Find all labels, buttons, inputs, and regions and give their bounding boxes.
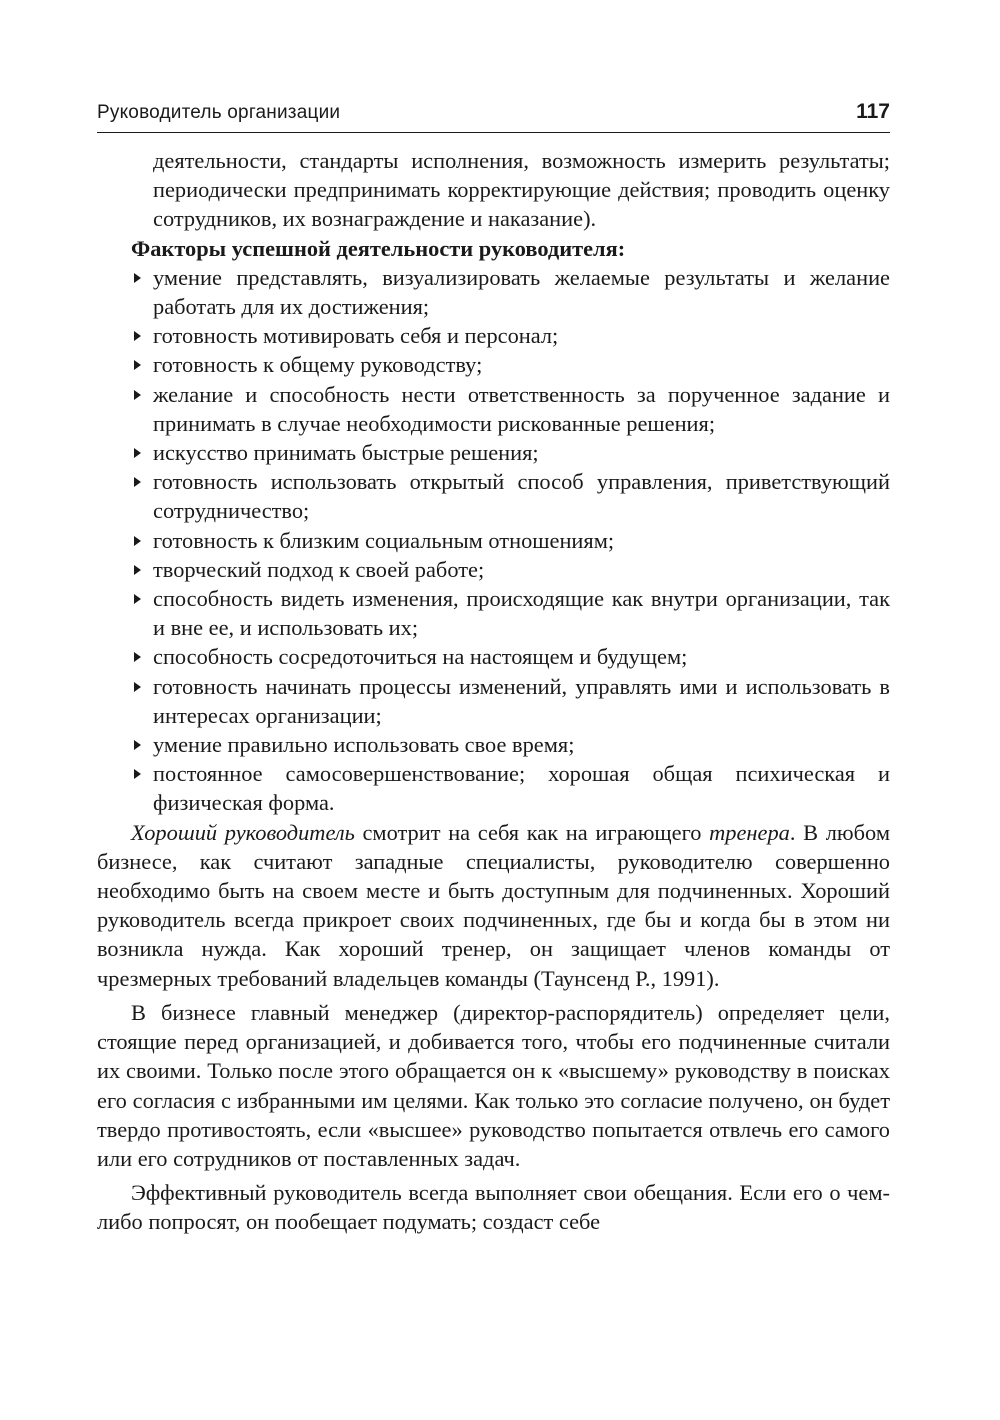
running-header <box>97 98 890 133</box>
list-item-text: способность сосредоточиться на настоящем и будущем; <box>153 644 688 670</box>
bullet-arrow-icon <box>134 536 141 546</box>
list-item <box>97 642 890 671</box>
list-item <box>97 263 890 321</box>
list-item <box>97 526 890 555</box>
list-item <box>97 672 890 730</box>
list-item-text: готовность использовать открытый способ управления, приветствующий сотрудничество; <box>153 469 890 524</box>
list-item <box>97 467 890 525</box>
list-item <box>97 380 890 438</box>
page-number: 117 <box>856 100 890 123</box>
list-item <box>97 321 890 350</box>
list-item-text: способность видеть изменения, происходящие как внутри организации, так и вне ее, и использовать их; <box>153 586 890 641</box>
bullet-arrow-icon <box>134 390 141 400</box>
factors-list <box>97 263 890 818</box>
list-item-text: искусство принимать быстрые решения; <box>153 440 539 466</box>
bullet-arrow-icon <box>134 477 141 487</box>
running-title: Руководитель организации <box>97 102 341 123</box>
list-item-text: готовность к общему руководству; <box>153 352 483 378</box>
bullet-arrow-icon <box>134 331 141 341</box>
list-item-text: умение представлять, визуализировать желаемые результаты и желание работать для их достижения; <box>153 264 890 320</box>
italic-term-coach: тренера <box>709 819 790 845</box>
paragraph-text-fragment: смотрит на себя как на играющего <box>354 819 710 845</box>
bullet-arrow-icon <box>134 740 141 750</box>
list-item-text: постоянное самосовершенствование; хорошая общая психическая и физическая форма. <box>153 761 890 816</box>
list-item-text: умение правильно использовать свое время; <box>153 732 575 758</box>
bullet-arrow-icon <box>134 594 141 604</box>
list-item-text: желание и способность нести ответственность за порученное задание и принимать в случае необходимости рискованные решения; <box>153 381 890 436</box>
list-item <box>97 584 890 642</box>
list-item <box>97 730 890 759</box>
list-item <box>97 555 890 584</box>
body-text <box>97 146 890 1237</box>
list-item <box>97 350 890 379</box>
list-item-text: готовность к близким социальным отношениям; <box>153 527 615 553</box>
bullet-arrow-icon <box>134 682 141 692</box>
paragraph-text-fragment: . В любом бизнесе, как считают западные специалисты, руководителю совершенно необходимо быть на своем месте и быть доступным для подчиненных. Хороший руководитель всегда прикроет своих подчиненных, где бы и когда бы в этом ни возникла нужда. Как хороший тренер, он защищает членов команды от чрезмерных требований владельцев команды (Таунсенд Р., 1991). <box>97 819 890 991</box>
bullet-arrow-icon <box>134 769 141 779</box>
bullet-arrow-icon <box>134 565 141 575</box>
list-item <box>97 759 890 817</box>
list-item-text: творческий подход к своей работе; <box>153 556 485 582</box>
continuation-text: деятельности, стандарты исполнения, возможность измерить результаты; периодически предпринимать корректирующие действия; проводить оценку сотрудников, их вознаграждение и наказание). <box>153 148 890 232</box>
paragraph-general-manager: В бизнесе главный менеджер (директор-распорядитель) определяет цели, стоящие перед организацией, и добивается того, чтобы его подчиненные считали их своими. Только после этого обращается он к «высшему» руководству в поисках его согласия с избранными им целями. Как только это согласие получено, он будет твердо противостоять, если «высшее» руководство попытается отвлечь его самого или его сотрудников от поставленных задач. <box>97 999 890 1171</box>
bullet-arrow-icon <box>134 273 141 283</box>
list-item-text: готовность начинать процессы изменений, управлять ими и использовать в интересах организации; <box>153 673 890 728</box>
italic-term-good-manager: Хороший руководитель <box>131 819 355 845</box>
bullet-arrow-icon <box>134 652 141 662</box>
paragraph-good-manager <box>97 818 890 993</box>
list-item <box>97 438 890 467</box>
factors-heading: Факторы успешной деятельности руководителя: <box>131 235 626 261</box>
list-item-text: готовность мотивировать себя и персонал; <box>153 323 559 349</box>
bullet-arrow-icon <box>134 448 141 458</box>
bullet-arrow-icon <box>134 360 141 370</box>
paragraph-effective-manager: Эффективный руководитель всегда выполняет свои обещания. Если его о чем-либо попросят, он пообещает подумать; создаст себе <box>97 1180 890 1235</box>
